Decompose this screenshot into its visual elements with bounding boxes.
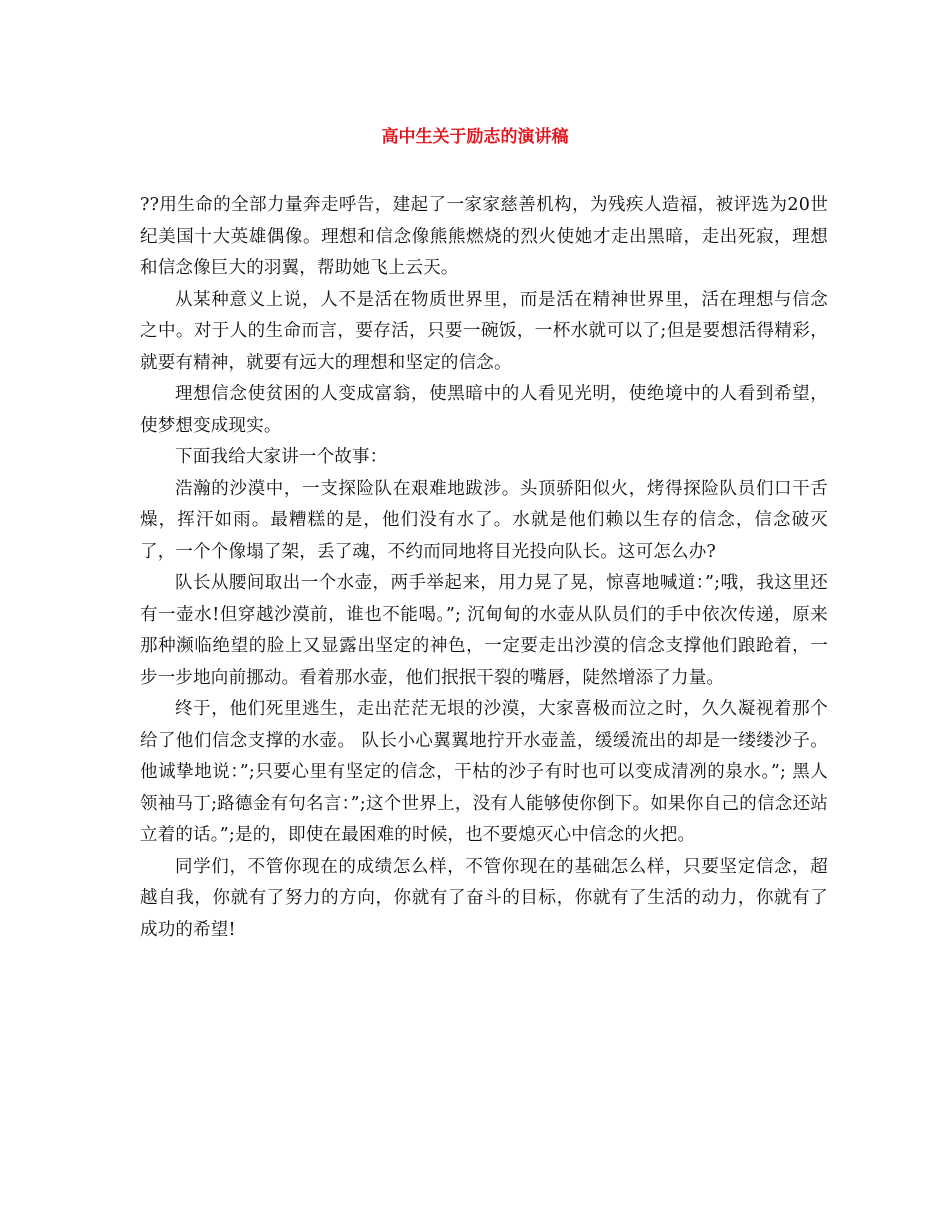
paragraph-3: 理想信念使贫困的人变成富翁，使黑暗中的人看见光明，使绝境中的人看到希望，使梦想变成现实。 xyxy=(140,384,828,436)
paragraph-8: 同学们，不管你现在的成绩怎么样，不管你现在的基础怎么样，只要坚定信念，超越自我，你就有了努力的方向，你就有了奋斗的目标，你就有了生活的动力，你就有了成功的希望! xyxy=(140,856,828,940)
paragraph-7: 终于，他们死里逃生，走出茫茫无垠的沙漠，大家喜极而泣之时，久久凝视着那个给了他们信念支撑的水壶。 队长小心翼翼地拧开水壶盖，缓缓流出的却是一缕缕沙子。他诚挚地说：”;只要心里有坚定的信念，干枯的沙子有时也可以变成清冽的泉水。”; 黑人领袖马丁;路德金有句名言：”;这个世界上，没有人能够使你倒下。如果你自己的信念还站立着的话。”;是的，即使在最困难的时候，也不要熄灭心中信念的火把。 xyxy=(140,699,828,845)
paragraph-2: 从某种意义上说，人不是活在物质世界里，而是活在精神世界里，活在理想与信念之中。对于人的生命而言，要存活，只要一碗饭，一杯水就可以了;但是要想活得精彩，就要有精神，就要有远大的理想和坚定的信念。 xyxy=(140,289,828,373)
paragraph-4: 下面我给大家讲一个故事： xyxy=(175,447,388,467)
paragraph-1: ??用生命的全部力量奔走呼告，建起了一家家慈善机构，为残疾人造福，被评选为20世纪美国十大英雄偶像。理想和信念像熊熊燃烧的烈火使她才走出黑暗，走出死寂，理想和信念像巨大的羽翼，帮助她飞上云天。 xyxy=(140,195,828,278)
document-body xyxy=(140,190,828,946)
paragraph-5: 浩瀚的沙漠中，一支探险队在艰难地跋涉。头顶骄阳似火，烤得探险队员们口干舌燥，挥汗如雨。最糟糕的是，他们没有水了。水就是他们赖以生存的信念，信念破灭了，一个个像塌了架，丢了魂，不约而同地将目光投向队长。这可怎么办? xyxy=(140,478,828,562)
paragraph-6: 队长从腰间取出一个水壶，两手举起来，用力晃了晃，惊喜地喊道：”;哦，我这里还有一壶水!但穿越沙漠前，谁也不能喝。”; 沉甸甸的水壶从队员们的手中依次传递，原来那种濒临绝望的脸上又显露出坚定的神色，一定要走出沙漠的信念支撑他们踉跄着，一步一步地向前挪动。看着那水壶，他们抿抿干裂的嘴唇，陡然增添了力量。 xyxy=(140,573,828,688)
document-title: 高中生关于励志的演讲稿 xyxy=(381,127,569,147)
